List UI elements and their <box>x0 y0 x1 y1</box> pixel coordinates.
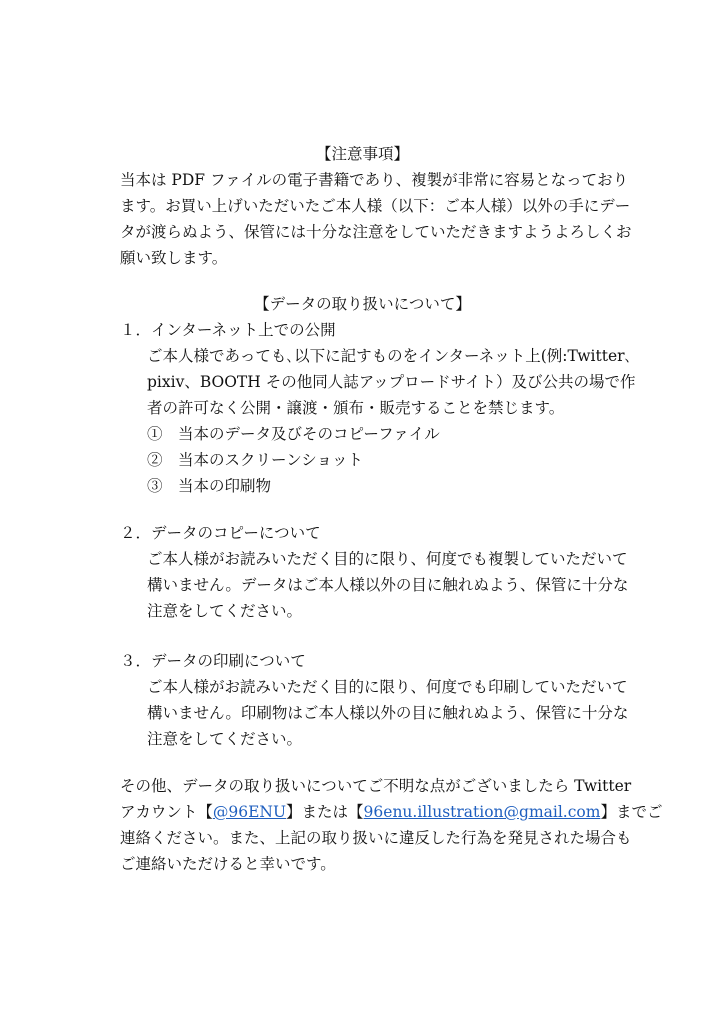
section-2-title: ２．データのコピーについて <box>120 524 321 542</box>
data-handling-heading: 【データの取り扱いについて】 <box>254 295 471 313</box>
contact-text: アカウント【 <box>120 803 213 821</box>
section-2-line: 構いません。データはご本人様以外の目に触れぬよう、保管に十分な <box>147 576 629 594</box>
notice-line: 当本は PDF ファイルの電子書籍であり、複製が非常に容易となっており <box>120 171 629 189</box>
section-1-line: pixiv、BOOTH その他同人誌アップロードサイト）及び公共の場で作 <box>147 373 636 391</box>
notice-line: タが渡らぬよう、保管には十分な注意をしていただきますようよろしくお <box>120 223 632 241</box>
contact-line-links <box>120 799 662 825</box>
contact-text: 】または【 <box>286 803 364 821</box>
section-2-line: 注意をしてください。 <box>147 602 303 620</box>
section-1-item: ① 当本のデータ及びそのコピーファイル <box>147 425 440 443</box>
notice-heading: 【注意事項】 <box>315 145 409 163</box>
section-1-line: ご本人様であっても､以下に記すものをインターネット上(例:Twitter､ <box>147 347 633 365</box>
contact-text: 】までご <box>600 803 663 821</box>
section-3-title: ３．データの印刷について <box>120 652 306 670</box>
section-2-line: ご本人様がお読みいただく目的に限り、何度でも複製していただいて <box>147 550 628 568</box>
notice-line: 願い致します。 <box>120 249 228 267</box>
section-1-title: １．インターネット上での公開 <box>120 321 336 339</box>
contact-line: ご連絡いただけると幸いです。 <box>120 855 336 873</box>
section-1-item: ② 当本のスクリーンショット <box>147 451 363 469</box>
section-3-line: 注意をしてください。 <box>147 730 303 748</box>
email-link[interactable]: 96enu.illustration@gmail.com <box>363 803 601 821</box>
contact-line: その他、データの取り扱いについてご不明な点がございましたら Twitter <box>120 777 632 795</box>
section-1-line: 者の許可なく公開・譲渡・頒布・販売することを禁じます。 <box>147 399 565 417</box>
section-1-item: ③ 当本の印刷物 <box>147 477 272 495</box>
contact-line: 連絡ください。また、上記の取り扱いに違反した行為を発見された場合も <box>120 829 632 847</box>
notice-line: ます。お買い上げいただいたご本人様（以下：ご本人様）以外の手にデー <box>120 197 631 215</box>
section-3-line: ご本人様がお読みいただく目的に限り、何度でも印刷していただいて <box>147 678 628 696</box>
twitter-handle-link[interactable]: @96ENU <box>212 803 287 821</box>
section-3-line: 構いません。印刷物はご本人様以外の目に触れぬよう、保管に十分な <box>147 704 629 722</box>
